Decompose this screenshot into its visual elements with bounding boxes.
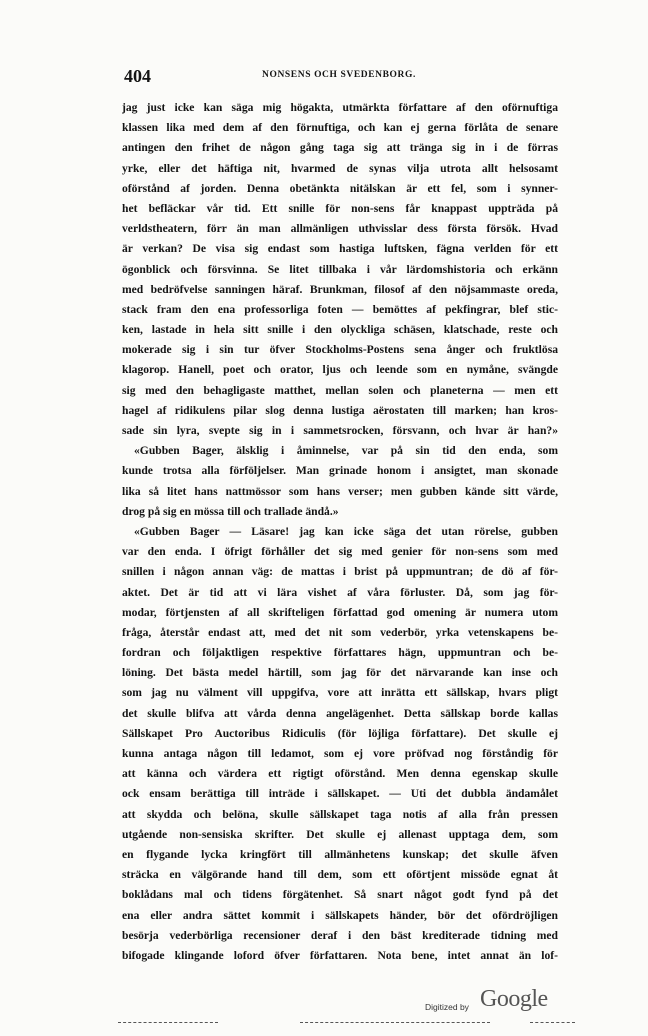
text-line: modar, förtjensten af all skrifteligen författad god omening är numera utom xyxy=(122,605,558,619)
text-line: det skulle blifva att vårda denna angelägenhet. Detta sällskap borde kallas xyxy=(122,706,558,720)
text-line: var den enda. I öfrigt förhåller det sig med genier för non-sens som med xyxy=(122,545,558,559)
text-line: fordran och följaktligen respektive författares hägn, uppmuntran och be- xyxy=(122,646,558,660)
text-line: sade sin lyra, svepte sig in i sammetsrocken, försvann, och hvar är han?» xyxy=(122,424,558,437)
text-line: hagel af ridikulens pilar slog denna lustiga aërostaten till marken; han kros- xyxy=(122,403,558,417)
text-line: sig med den behagligaste matthet, mellan solen och planeterna — men ett xyxy=(122,383,558,397)
text-line: bifogade klingande loford öfver författaren. Nota bene, intet annat än lof- xyxy=(122,948,558,962)
text-line: boklådans mal och tidens förgätenhet. Så snart något godt fynd på det xyxy=(122,888,558,902)
text-line: ock ensam berättiga till inträde i sällskapet. — Uti det dubbla ändamålet xyxy=(122,787,558,801)
text-line: besörja vederbörliga recensioner deraf i den bäst krediterade tidning med xyxy=(122,928,558,942)
text-line: verldstheatern, förr än man allmänligen uthvisslar dess första försök. Hvad xyxy=(122,222,558,236)
text-line: snillen i någon annan väg: de mattas i brist på uppmuntran; de dö af för- xyxy=(122,565,558,579)
digitized-label: Digitized by xyxy=(425,1002,469,1012)
text-line: utgående non-sensiska skrifter. Det skulle ej allenast upptaga dem, som xyxy=(122,827,558,841)
text-line: Sällskapet Pro Auctoribus Ridiculis (för löjliga författare). Det skulle ej xyxy=(122,726,558,740)
text-line: jag just icke kan säga mig högakta, utmärkta författare af den oförnuftiga xyxy=(122,101,558,114)
text-line: drog på sig en mössa till och trallade ändå.» xyxy=(122,504,339,518)
text-line: het befläckar vår tid. Ett snille för non-sens får knappast uppträda på xyxy=(122,201,558,215)
page-header xyxy=(124,66,554,88)
text-line: fråga, återstår endast att, med det nit som vederbör, yrka vetenskapens be- xyxy=(122,625,558,639)
text-line: att skydda och belöna, skulle sällskapet taga notis af alla från pressen xyxy=(122,807,558,821)
google-logo: Google xyxy=(480,986,548,1012)
text-line: en flygande lycka kringfört till allmänhetens kunskap; det skulle äfven xyxy=(122,847,558,861)
text-line: antingen den frihet de någon gång taga sig att tränga sig in i de förras xyxy=(122,141,558,155)
text-line: ken, lastade in hela sitt snille i den olyckliga schäsen, klatschade, reste och xyxy=(122,323,558,337)
scan-edge-mark xyxy=(300,1022,490,1023)
text-line: klagorop. Hanell, poet och orator, ljus och leende som en nymåne, svängde xyxy=(122,363,558,377)
text-line: är verkan? De visa sig endast som hastiga luftsken, fägna verlden för ett xyxy=(122,242,558,256)
scan-edge-mark xyxy=(118,1022,218,1023)
text-line: klassen lika med dem af den förnuftiga, och kan ej gerna förlåta de senare xyxy=(122,121,558,135)
text-line: lika så litet hans nattmössor som hans verser; men gubben kände sitt värde, xyxy=(122,484,558,498)
text-line: «Gubben Bager, älsklig i åminnelse, var på sin tid den enda, som xyxy=(134,444,558,458)
text-line: oförstånd af jorden. Denna obetänkta nitälskan är ett fel, som i synner- xyxy=(122,181,558,195)
text-line: sträcka en välgörande hand till dem, som ett oförtjent missöde egnat åt xyxy=(122,868,558,882)
text-line: mokerade sig i sin tur öfver Stockholms-Postens sena ånger och fruktlösa xyxy=(122,343,558,357)
text-line: att känna och värdera ett rigtigt oförstånd. Men denna egenskap skulle xyxy=(122,767,558,781)
text-line: stack fram den ena professorliga foten — bemöttes af pekfingrar, blef stic- xyxy=(122,302,558,316)
text-line: «Gubben Bager — Läsare! jag kan icke säga det utan rörelse, gubben xyxy=(134,524,558,538)
digitized-watermark xyxy=(425,986,565,1016)
text-line: kunde trotsa alla förföljelser. Man grinade honom i ansigtet, man skonade xyxy=(122,464,558,478)
page-number: 404 xyxy=(124,66,151,86)
scan-edge-mark xyxy=(530,1022,575,1023)
text-line: ena eller andra sättet kommit i sällskapets händer, bör det ofördröjligen xyxy=(122,908,558,922)
text-line: löning. Det bästa medel härtill, som jag för det närvarande kan inse och xyxy=(122,666,558,680)
text-line: ögonblick och försvinna. Se litet tillbaka i vår lärdomshistoria och erkänn xyxy=(122,262,558,276)
text-line: som jag nu välment vill uppgifva, vore att inrätta ett sällskap, hvars pligt xyxy=(122,686,558,700)
text-line: yrke, eller det häftiga nit, hvarmed de synas vilja utrota allt helsosamt xyxy=(122,161,558,175)
text-line: kunna antaga någon till ledamot, som ej vore pröfvad nog förståndig för xyxy=(122,747,558,760)
running-head: NONSENS OCH SVEDENBORG. xyxy=(262,70,416,80)
text-line: med bedröfvelse sanningen häraf. Brunkman, filosof af den nöjsammaste oreda, xyxy=(122,282,558,296)
text-line: aktet. Det är tid att vi lära vishet af våra förluster. Då, som jag för- xyxy=(122,585,558,599)
body-text xyxy=(122,98,558,966)
